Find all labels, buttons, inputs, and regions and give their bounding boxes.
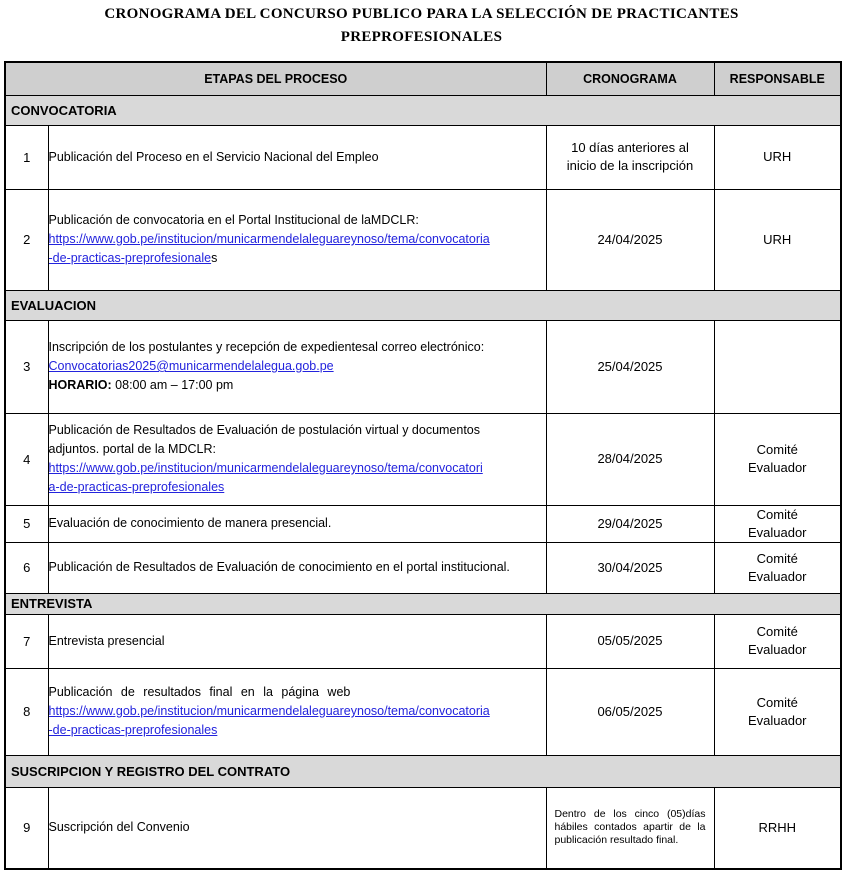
schedule-cell: Dentro de los cinco (05)días hábiles contados apartir de la publicación resultado final. (546, 787, 714, 869)
column-header-etapas: ETAPAS DEL PROCESO (5, 62, 546, 95)
stage-description (48, 125, 546, 189)
description-text: Evaluación de conocimiento de manera presencial. (48, 516, 332, 530)
column-header-cronograma: CRONOGRAMA (546, 62, 714, 95)
schedule-cell: 06/05/2025 (546, 668, 714, 755)
table-row (5, 413, 841, 505)
description-text: Publicación de Resultados de Evaluación de conocimiento en el portal institucional. (48, 560, 510, 574)
responsible-cell: Comité Evaluador (714, 542, 841, 593)
description-text: Suscripción del Convenio (48, 820, 190, 835)
row-number: 2 (5, 189, 48, 290)
table-row (5, 668, 841, 755)
hyperlink[interactable]: https://www.gob.pe/institucion/municarmendelaleguareynoso/tema/convocatoria (48, 704, 490, 718)
description-text: Publicación de convocatoria en el Portal Institucional de laMDCLR: (48, 213, 419, 227)
description-text: Publicación del Proceso en el Servicio Nacional del Empleo (48, 149, 379, 164)
stage-description (48, 505, 546, 542)
responsible-cell: URH (714, 125, 841, 189)
page-title-line2: PREPROFESIONALES (340, 29, 503, 45)
hyperlink[interactable]: https://www.gob.pe/institucion/municarmendelaleguareynoso/tema/convocatoria (48, 232, 490, 246)
schedule-cell: 24/04/2025 (546, 189, 714, 290)
responsible-cell: URH (714, 189, 841, 290)
stage-description (48, 614, 546, 668)
table-row (5, 787, 841, 869)
row-number: 8 (5, 668, 48, 755)
description-text: Publicación de resultados final en la página web (48, 685, 351, 699)
column-header-responsable: RESPONSABLE (714, 62, 841, 95)
row-number: 6 (5, 542, 48, 593)
stage-description (48, 668, 546, 755)
table-row (5, 189, 841, 290)
page-title (0, 0, 843, 52)
schedule-table (4, 61, 842, 870)
responsible-cell (714, 320, 841, 413)
stage-description (48, 787, 546, 869)
row-number: 1 (5, 125, 48, 189)
responsible-cell: Comité Evaluador (714, 614, 841, 668)
section-label: EVALUACION (5, 290, 841, 320)
table-row (5, 320, 841, 413)
responsible-cell: Comité Evaluador (714, 413, 841, 505)
description-text: Entrevista presencial (48, 633, 165, 648)
responsible-cell: RRHH (714, 787, 841, 869)
stage-description (48, 542, 546, 593)
schedule-cell: 05/05/2025 (546, 614, 714, 668)
table-row (5, 614, 841, 668)
description-text: Inscripción de los postulantes y recepción de expedientesal correo electrónico: (48, 340, 485, 354)
section-label: SUSCRIPCION Y REGISTRO DEL CONTRATO (5, 755, 841, 787)
schedule-cell: 28/04/2025 (546, 413, 714, 505)
section-row (5, 290, 841, 320)
table-row (5, 505, 841, 542)
hyperlink[interactable]: -de-practicas-preprofesionale (48, 251, 212, 265)
hyperlink[interactable]: Convocatorias2025@municarmendelalegua.gob.pe (48, 359, 334, 373)
bold-text: HORARIO: (48, 378, 116, 392)
stage-description (48, 320, 546, 413)
hyperlink[interactable]: https://www.gob.pe/institucion/municarmendelaleguareynoso/tema/convocatori (48, 461, 483, 475)
hyperlink[interactable]: -de-practicas-preprofesionales (48, 723, 218, 737)
section-label: ENTREVISTA (5, 593, 841, 614)
hyperlink[interactable]: a-de-practicas-preprofesionales (48, 480, 225, 494)
stage-description (48, 189, 546, 290)
description-text: 08:00 am – 17:00 pm (115, 378, 234, 392)
row-number: 9 (5, 787, 48, 869)
row-number: 4 (5, 413, 48, 505)
page-title-line1: CRONOGRAMA DEL CONCURSO PUBLICO PARA LA SELECCIÓN DE PRACTICANTES (104, 6, 739, 22)
schedule-cell: 30/04/2025 (546, 542, 714, 593)
schedule-cell: 10 días anteriores al inicio de la inscripción (546, 125, 714, 189)
stage-description (48, 413, 546, 505)
responsible-cell: Comité Evaluador (714, 668, 841, 755)
schedule-cell: 29/04/2025 (546, 505, 714, 542)
schedule-cell: 25/04/2025 (546, 320, 714, 413)
description-text: s (211, 251, 218, 265)
description-text: Publicación de Resultados de Evaluación de postulación virtual y documentos (48, 423, 481, 437)
section-row (5, 95, 841, 125)
section-row (5, 593, 841, 614)
section-label: CONVOCATORIA (5, 95, 841, 125)
responsible-cell: Comité Evaluador (714, 505, 841, 542)
header-row (5, 62, 841, 95)
table-row (5, 125, 841, 189)
section-row (5, 755, 841, 787)
row-number: 7 (5, 614, 48, 668)
row-number: 3 (5, 320, 48, 413)
table-row (5, 542, 841, 593)
description-text: adjuntos. portal de la MDCLR: (48, 442, 216, 456)
row-number: 5 (5, 505, 48, 542)
